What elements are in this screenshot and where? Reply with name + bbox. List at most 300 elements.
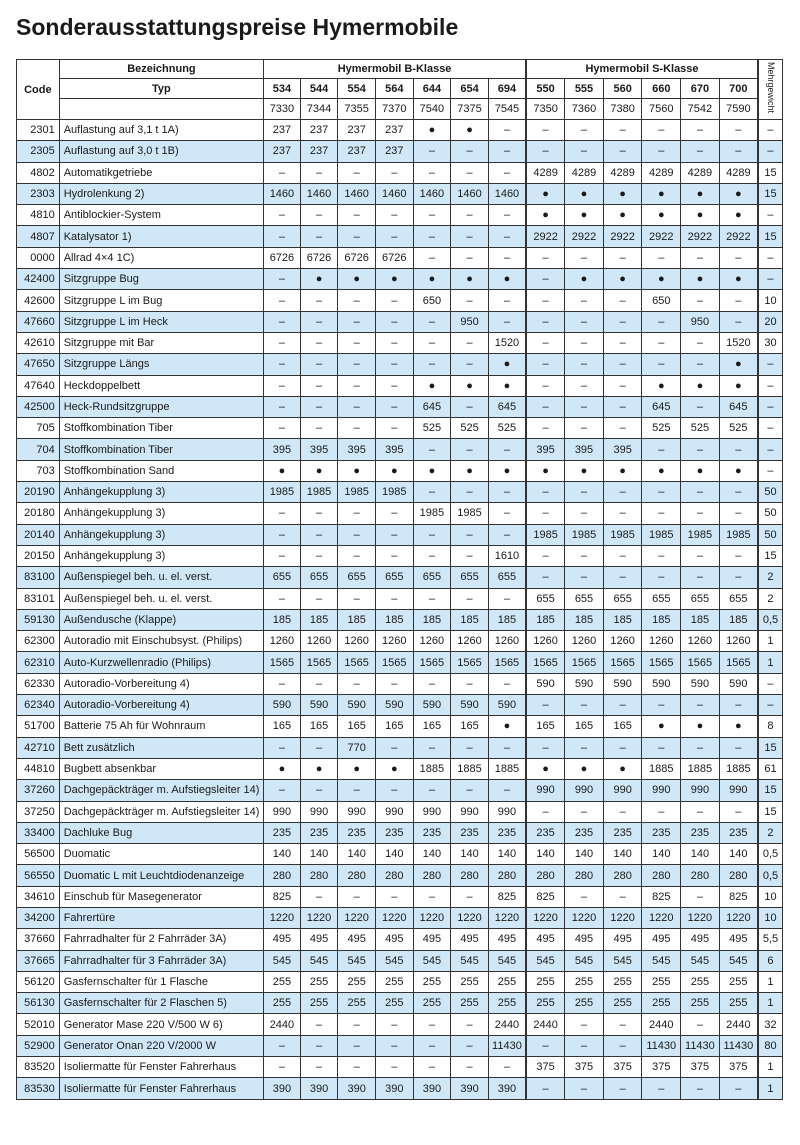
price-cell: – (642, 482, 681, 503)
price-cell: ● (488, 375, 526, 396)
price-cell: – (603, 737, 642, 758)
price-cell: – (565, 396, 604, 417)
price-cell: ● (413, 375, 451, 396)
row-weight: – (758, 375, 783, 396)
price-cell: 1220 (642, 907, 681, 928)
price-cell: 395 (300, 439, 338, 460)
price-cell: – (642, 503, 681, 524)
row-code: 20180 (17, 503, 60, 524)
row-description: Sitzgruppe L im Heck (59, 311, 263, 332)
price-cell: – (264, 354, 301, 375)
row-weight: 1 (758, 1078, 783, 1099)
price-cell: ● (565, 460, 604, 481)
price-cell: 655 (375, 567, 413, 588)
row-code: 62330 (17, 673, 60, 694)
price-cell: 1885 (488, 758, 526, 779)
price-cell: 140 (681, 844, 720, 865)
row-code: 83100 (17, 567, 60, 588)
price-cell: – (338, 588, 376, 609)
price-cell: 1220 (526, 907, 565, 928)
price-cell: 1460 (264, 183, 301, 204)
price-cell: 2922 (603, 226, 642, 247)
price-cell: – (681, 332, 720, 353)
price-cell: 990 (526, 780, 565, 801)
table-row (17, 758, 783, 779)
header-model-b: 534 (264, 79, 301, 99)
row-description: Sitzgruppe L im Bug (59, 290, 263, 311)
price-cell: 655 (526, 588, 565, 609)
table-row (17, 269, 783, 290)
row-code: 56120 (17, 971, 60, 992)
price-cell: 255 (488, 993, 526, 1014)
header-typecode-b: 7375 (451, 99, 489, 120)
row-description: Duomatic L mit Leuchtdiodenanzeige (59, 865, 263, 886)
header-typecode-s: 7590 (719, 99, 758, 120)
table-row (17, 695, 783, 716)
price-cell: 11430 (719, 1035, 758, 1056)
price-cell: – (488, 205, 526, 226)
table-row (17, 482, 783, 503)
price-cell: 990 (338, 801, 376, 822)
row-code: 47640 (17, 375, 60, 396)
row-description: Sitzgruppe mit Bar (59, 332, 263, 353)
row-code: 42710 (17, 737, 60, 758)
header-typecode-s: 7350 (526, 99, 565, 120)
row-weight: 10 (758, 290, 783, 311)
table-row (17, 780, 783, 801)
row-weight: – (758, 354, 783, 375)
price-cell: 280 (300, 865, 338, 886)
price-cell: 140 (565, 844, 604, 865)
price-cell: ● (413, 269, 451, 290)
row-code: 703 (17, 460, 60, 481)
price-cell: 990 (565, 780, 604, 801)
price-cell: 655 (681, 588, 720, 609)
price-cell: – (526, 375, 565, 396)
price-cell: – (413, 247, 451, 268)
price-cell: 6726 (264, 247, 301, 268)
price-cell: – (603, 1035, 642, 1056)
price-cell: 825 (526, 886, 565, 907)
price-cell: – (338, 1057, 376, 1078)
price-cell: – (264, 418, 301, 439)
price-cell: 590 (526, 673, 565, 694)
price-cell: – (300, 673, 338, 694)
price-cell: – (565, 332, 604, 353)
price-cell: 255 (264, 993, 301, 1014)
price-cell: ● (603, 183, 642, 204)
price-cell: 545 (603, 950, 642, 971)
price-cell: – (451, 226, 489, 247)
row-code: 42600 (17, 290, 60, 311)
price-cell: – (565, 567, 604, 588)
price-cell: 1260 (488, 631, 526, 652)
price-cell: – (375, 162, 413, 183)
price-cell: – (565, 311, 604, 332)
price-cell: – (264, 588, 301, 609)
row-weight: 15 (758, 737, 783, 758)
price-cell: – (603, 375, 642, 396)
price-cell: – (565, 886, 604, 907)
price-cell: 655 (565, 588, 604, 609)
price-cell: 655 (264, 567, 301, 588)
price-cell: 395 (526, 439, 565, 460)
row-weight: – (758, 396, 783, 417)
price-cell: 545 (264, 950, 301, 971)
price-cell: – (338, 396, 376, 417)
price-cell: 1260 (642, 631, 681, 652)
price-cell: 545 (642, 950, 681, 971)
row-code: 2301 (17, 120, 60, 141)
row-description: Außenspiegel beh. u. el. verst. (59, 567, 263, 588)
price-cell: 280 (264, 865, 301, 886)
price-cell: 237 (375, 120, 413, 141)
price-cell: – (526, 482, 565, 503)
row-weight: 1 (758, 971, 783, 992)
price-cell: 255 (642, 993, 681, 1014)
price-cell: – (451, 332, 489, 353)
price-cell: – (603, 247, 642, 268)
price-cell: ● (451, 460, 489, 481)
price-cell: – (565, 737, 604, 758)
table-row (17, 1078, 783, 1099)
price-cell: – (451, 588, 489, 609)
price-cell: 1220 (719, 907, 758, 928)
price-cell: – (526, 120, 565, 141)
price-cell: – (603, 482, 642, 503)
row-code: 34610 (17, 886, 60, 907)
row-description: Generator Onan 220 V/2000 W (59, 1035, 263, 1056)
price-cell: 2440 (526, 1014, 565, 1035)
price-cell: – (526, 354, 565, 375)
price-cell: – (375, 588, 413, 609)
price-cell: – (375, 354, 413, 375)
row-description: Dachluke Bug (59, 822, 263, 843)
price-cell: 1985 (338, 482, 376, 503)
price-cell: – (338, 332, 376, 353)
price-cell: – (603, 120, 642, 141)
price-cell: – (565, 1078, 604, 1099)
price-cell: 165 (565, 716, 604, 737)
price-cell: ● (413, 120, 451, 141)
price-cell: 1565 (413, 652, 451, 673)
price-cell: – (300, 524, 338, 545)
price-cell: – (681, 1078, 720, 1099)
price-cell: ● (338, 269, 376, 290)
price-cell: – (413, 205, 451, 226)
price-cell: – (300, 226, 338, 247)
row-weight: 15 (758, 162, 783, 183)
row-description: Heck-Rundsitzgruppe (59, 396, 263, 417)
price-cell: 1985 (300, 482, 338, 503)
row-code: 62300 (17, 631, 60, 652)
price-cell: 6726 (375, 247, 413, 268)
price-cell: ● (642, 716, 681, 737)
price-cell: 395 (375, 439, 413, 460)
price-cell: 545 (338, 950, 376, 971)
price-cell: 1520 (488, 332, 526, 353)
table-row (17, 950, 783, 971)
price-cell: ● (300, 269, 338, 290)
price-cell: 650 (413, 290, 451, 311)
price-cell: 375 (565, 1057, 604, 1078)
price-cell: 1220 (300, 907, 338, 928)
price-cell: – (451, 524, 489, 545)
price-cell: 1985 (413, 503, 451, 524)
table-row (17, 247, 783, 268)
price-cell: – (264, 673, 301, 694)
price-cell: – (413, 226, 451, 247)
header-mehrgewicht-label: Mehrgewicht (765, 62, 776, 114)
row-description: Sitzgruppe Bug (59, 269, 263, 290)
row-code: 20140 (17, 524, 60, 545)
price-cell: 255 (603, 993, 642, 1014)
price-cell: – (375, 780, 413, 801)
header-model-s: 555 (565, 79, 604, 99)
price-cell: 655 (642, 588, 681, 609)
price-cell: 770 (338, 737, 376, 758)
price-cell: – (565, 1014, 604, 1035)
price-table (16, 59, 783, 1100)
price-cell: 1565 (488, 652, 526, 673)
price-cell: – (300, 375, 338, 396)
price-cell: ● (413, 460, 451, 481)
price-cell: – (375, 1014, 413, 1035)
price-cell: 235 (642, 822, 681, 843)
price-cell: 255 (300, 993, 338, 1014)
price-cell: – (300, 311, 338, 332)
price-cell: 237 (338, 120, 376, 141)
row-code: 47650 (17, 354, 60, 375)
price-cell: – (719, 503, 758, 524)
price-cell: ● (719, 183, 758, 204)
price-cell: 1220 (338, 907, 376, 928)
price-cell: – (603, 801, 642, 822)
price-cell: 1885 (413, 758, 451, 779)
table-row (17, 503, 783, 524)
price-cell: – (681, 141, 720, 162)
price-cell: 525 (413, 418, 451, 439)
price-cell: – (413, 332, 451, 353)
price-cell: – (526, 1035, 565, 1056)
header-typecode-b: 7355 (338, 99, 376, 120)
price-cell: – (719, 737, 758, 758)
price-cell: 235 (375, 822, 413, 843)
price-cell: 825 (264, 886, 301, 907)
price-cell: – (526, 332, 565, 353)
price-cell: – (642, 801, 681, 822)
header-typecode-b: 7344 (300, 99, 338, 120)
row-weight: 1 (758, 1057, 783, 1078)
price-cell: 525 (719, 418, 758, 439)
price-cell: ● (681, 269, 720, 290)
table-row (17, 1014, 783, 1035)
table-row (17, 588, 783, 609)
table-row (17, 929, 783, 950)
price-cell: – (338, 226, 376, 247)
price-cell: – (488, 247, 526, 268)
table-row (17, 354, 783, 375)
row-weight: 1 (758, 631, 783, 652)
header-typecode-b: 7370 (375, 99, 413, 120)
price-cell: 280 (526, 865, 565, 886)
row-code: 59130 (17, 609, 60, 630)
row-description: Anhängekupplung 3) (59, 545, 263, 566)
header-b-klasse: Hymermobil B-Klasse (264, 60, 526, 79)
row-weight: – (758, 673, 783, 694)
price-cell: – (300, 205, 338, 226)
price-cell: 525 (451, 418, 489, 439)
price-cell: 1565 (375, 652, 413, 673)
price-cell: – (338, 162, 376, 183)
price-cell: 235 (264, 822, 301, 843)
price-cell: – (719, 482, 758, 503)
row-weight: 10 (758, 886, 783, 907)
price-cell: – (526, 247, 565, 268)
price-cell: – (375, 311, 413, 332)
price-cell: 1565 (565, 652, 604, 673)
price-cell: 280 (642, 865, 681, 886)
price-cell: ● (719, 269, 758, 290)
row-weight: 2 (758, 588, 783, 609)
price-cell: – (719, 439, 758, 460)
price-cell: – (338, 375, 376, 396)
price-cell: – (603, 354, 642, 375)
price-cell: 645 (642, 396, 681, 417)
price-cell: 395 (565, 439, 604, 460)
price-cell: – (488, 439, 526, 460)
table-row (17, 907, 783, 928)
price-cell: 590 (451, 695, 489, 716)
price-cell: – (375, 375, 413, 396)
price-cell: – (338, 1014, 376, 1035)
price-cell: – (451, 1057, 489, 1078)
price-cell: – (300, 396, 338, 417)
price-cell: – (488, 588, 526, 609)
row-description: Anhängekupplung 3) (59, 524, 263, 545)
price-cell: – (565, 1035, 604, 1056)
row-code: 47660 (17, 311, 60, 332)
price-cell: ● (681, 375, 720, 396)
price-cell: 237 (264, 141, 301, 162)
price-cell: 1220 (488, 907, 526, 928)
price-cell: 140 (375, 844, 413, 865)
price-cell: 140 (451, 844, 489, 865)
header-s-klasse: Hymermobil S-Klasse (526, 60, 758, 79)
price-cell: 140 (642, 844, 681, 865)
price-cell: – (338, 780, 376, 801)
row-description: Einschub für Masegenerator (59, 886, 263, 907)
price-cell: 655 (300, 567, 338, 588)
price-cell: 375 (719, 1057, 758, 1078)
row-code: 42610 (17, 332, 60, 353)
table-row (17, 524, 783, 545)
price-cell: – (488, 482, 526, 503)
price-cell: 1260 (300, 631, 338, 652)
price-cell: 140 (526, 844, 565, 865)
price-cell: – (681, 482, 720, 503)
price-cell: – (264, 226, 301, 247)
price-cell: 375 (642, 1057, 681, 1078)
table-row (17, 609, 783, 630)
price-cell: – (681, 290, 720, 311)
price-cell: 1885 (642, 758, 681, 779)
price-cell: 1610 (488, 545, 526, 566)
table-row (17, 673, 783, 694)
price-cell: – (719, 311, 758, 332)
price-cell: 235 (413, 822, 451, 843)
price-cell: 280 (413, 865, 451, 886)
price-cell: 495 (488, 929, 526, 950)
price-cell: 1460 (338, 183, 376, 204)
price-cell: 185 (526, 609, 565, 630)
price-cell: 255 (642, 971, 681, 992)
row-weight: 20 (758, 311, 783, 332)
table-row (17, 332, 783, 353)
price-cell: – (603, 1014, 642, 1035)
price-cell: 545 (565, 950, 604, 971)
table-row (17, 631, 783, 652)
price-cell: ● (488, 269, 526, 290)
row-weight: 15 (758, 780, 783, 801)
price-cell: ● (526, 758, 565, 779)
price-cell: 990 (719, 780, 758, 801)
price-cell: – (642, 695, 681, 716)
price-cell: ● (603, 758, 642, 779)
price-cell: – (603, 1078, 642, 1099)
price-cell: ● (642, 205, 681, 226)
price-cell: 590 (413, 695, 451, 716)
row-code: 2305 (17, 141, 60, 162)
price-cell: 1260 (338, 631, 376, 652)
row-description: Auto-Kurzwellenradio (Philips) (59, 652, 263, 673)
table-row (17, 886, 783, 907)
price-cell: 237 (264, 120, 301, 141)
price-cell: – (719, 141, 758, 162)
price-cell: – (451, 439, 489, 460)
price-cell: 255 (526, 993, 565, 1014)
price-cell: ● (526, 205, 565, 226)
price-cell: – (375, 396, 413, 417)
price-cell: 2440 (264, 1014, 301, 1035)
price-cell: – (526, 737, 565, 758)
price-cell: – (375, 737, 413, 758)
row-weight: – (758, 269, 783, 290)
price-cell: – (264, 290, 301, 311)
price-cell: – (375, 1035, 413, 1056)
price-cell: – (719, 120, 758, 141)
row-code: 83520 (17, 1057, 60, 1078)
price-cell: – (264, 1035, 301, 1056)
price-cell: 255 (338, 971, 376, 992)
price-cell: – (565, 141, 604, 162)
row-code: 704 (17, 439, 60, 460)
price-cell: – (264, 269, 301, 290)
price-cell: – (565, 247, 604, 268)
price-cell: 375 (681, 1057, 720, 1078)
price-cell: – (338, 311, 376, 332)
price-cell: – (681, 247, 720, 268)
price-cell: 590 (681, 673, 720, 694)
table-body (17, 120, 783, 1100)
price-cell: ● (300, 460, 338, 481)
price-cell: ● (642, 269, 681, 290)
header-model-s: 700 (719, 79, 758, 99)
price-cell: 140 (300, 844, 338, 865)
price-cell: ● (719, 205, 758, 226)
price-cell: – (603, 503, 642, 524)
price-cell: 2440 (719, 1014, 758, 1035)
